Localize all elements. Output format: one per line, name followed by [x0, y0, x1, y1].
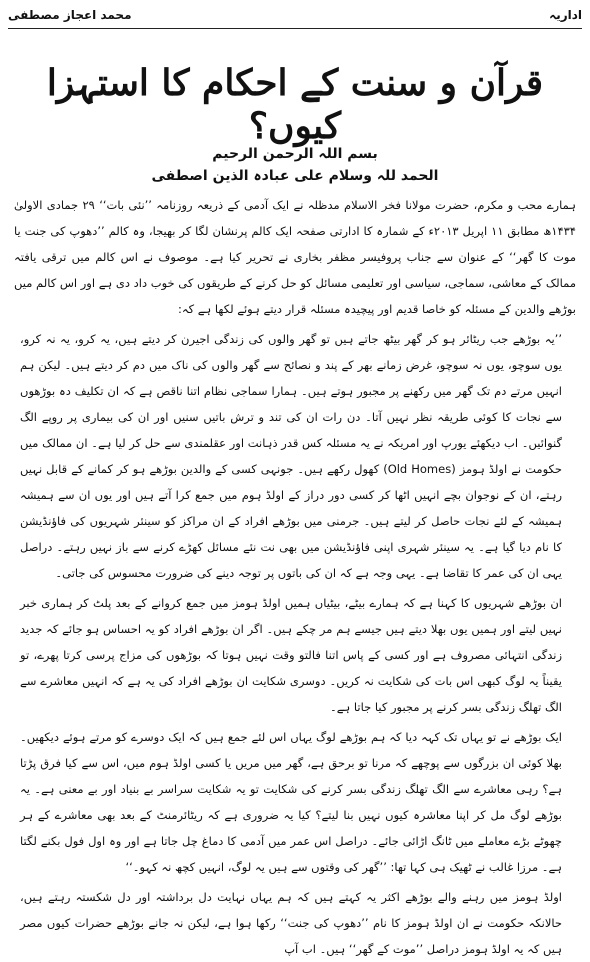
quoted-paragraph: ان بوڑھے شہریوں کا کہنا ہے کہ ہمارے بیٹے، بیٹیاں ہمیں اولڈ ہومز میں جمع کروانے کے بعد پلٹ کر ہماری خبر نہیں لیتے اور ہمیں یوں بھلا دیتے ہیں جیسے ہم مر چکے ہیں۔ اگر ان بوڑھے افراد کو یہ احساس ہو جائے کہ جدید زندگی انتہائی مصروف ہے اور کسی کے پاس اتنا فالتو وقت نہیں ہوتا کہ بوڑھوں کی مزاج پرسی کرتا پھرے، تو یقیناً یہ لوگ کبھی اس بات کی شکایت نہ کریں۔ دوسری شکایت ان بوڑھے افراد کی یہ ہے کہ انہیں معاشرے سے الگ تھلگ زندگی بسر کرنے پر مجبور کیا جاتا ہے۔: [20, 596, 562, 714]
article-body: [14, 192, 576, 956]
header-rule: [8, 28, 582, 29]
invocation: الحمد للہ وسلام علی عبادہ الذین اصطفی: [151, 168, 439, 184]
section-label: اداریہ: [549, 8, 582, 22]
author-name: محمد اعجاز مصطفی: [8, 8, 132, 22]
quoted-paragraph: ’’یہ بوڑھے جب ریٹائر ہو کر گھر بیٹھ جاتے ہیں تو گھر والوں کی زندگی اجیرن کر دیتے ہیں، یہ کرو، یہ نہ کرو، یوں سوچو، یوں نہ سوچو، غرض زمانے بھر کے پند و نصائح سے گھر والوں کی ناک میں دم کر دیتے ہیں۔ لیکن ہم انہیں مرتے دم تک گھر میں رکھنے پر مجبور ہوتے ہیں۔ ہمارا سماجی نظام اتنا ناقص ہے کہ ان تکلیف دہ بوڑھوں سے نجات کا کوئی طریقہ نظر نہیں آتا۔ دن رات ان کی تند و ترش باتیں سنیں اور ان کی بیماری پر روپے الگ گنوائیں۔ اب دیکھئے یورپ اور امریکہ نے یہ مسئلہ کس قدر ذہانت اور عقلمندی سے حل کر لیا ہے۔ ان ممالک میں حکومت نے اولڈ ہومز (Old Homes) کھول رکھے ہیں۔ جونہی کسی کے والدین بوڑھے ہو کر کمانے کے قابل نہیں رہتے، ان کے نوجوان بچے انہیں اٹھا کر کسی دور دراز کے اولڈ ہوم میں جمع کرا آتے ہیں اور یوں ان سے ہمیشہ ہمیشہ کے لئے نجات حاصل کر لیتے ہیں۔ جرمنی میں بوڑھے افراد کے ان مراکز کو سینئر شہریوں کی فاؤنڈیشن کا نام دیا گیا ہے۔ یہ سینئر شہری اپنی فاؤنڈیشن میں بھی نت نئے مسائل کھڑے کرنے سے باز نہیں رہتے۔ دراصل یہی ان کی عمر کا تقاضا ہے۔ یہی وجہ ہے کہ ان کی باتوں پر توجہ دینے کی ضرورت محسوس کی جاتی۔: [20, 332, 562, 580]
running-header: [8, 4, 582, 26]
quoted-paragraph: اولڈ ہومز میں رہنے والے بوڑھے اکثر یہ کہتے ہیں کہ ہم یہاں نہایت دل برداشتہ اور دل شکستہ رہتے ہیں، حالانکہ حکومت نے ان اولڈ ہومز کا نام ’’دھوپ کی جنت‘‘ رکھا ہوا ہے، لیکن نہ جانے بوڑھے حضرات کیوں مصر ہیں کہ یہ اولڈ ہومز دراصل ’’موت کے گھر‘‘ ہیں۔ اب آپ: [20, 890, 562, 956]
intro-paragraph: ہمارے محب و مکرم، حضرت مولانا فخر الاسلام مدظلہ نے ایک آدمی کے ذریعہ روزنامہ ’’نئی بات‘‘ ۲۹ جمادی الاولیٰ ۱۴۳۴ھ مطابق ۱۱ اپریل ۲۰۱۳ء کے شمارہ کا ادارتی صفحہ ایک کالم پرنشان لگا کر بھیجا، وہ کالم ’’دھوپ کی جنت یا موت کا گھر‘‘ کے عنوان سے جناب پروفیسر مظفر بخاری نے تحریر کیا ہے۔ موصوف نے اس کالم میں ترقی یافتہ ممالک کے معاشی، سماجی، سیاسی اور تعلیمی مسائل کو حل کرنے کے طریقوں کی خوب داد دی ہے اور اس کالم میں بوڑھے والدین کے مسئلہ کو خاصا قدیم اور پیچیدہ مسئلہ قرار دیتے ہوئے لکھا ہے کہ:: [14, 198, 576, 316]
article-title: قرآن و سنت کے احکام کا استہزا کیوں؟: [46, 62, 544, 148]
quoted-paragraph: ایک بوڑھے نے تو یہاں تک کہہ دیا کہ ہم بوڑھے لوگ یہاں اس لئے جمع ہیں کہ ایک دوسرے کو مرتے ہوئے دیکھیں۔ بھلا کوئی ان بزرگوں سے پوچھے کہ مرنا تو برحق ہے، گھر میں مریں یا کسی اولڈ ہوم میں، اس سے کیا فرق پڑتا ہے؟ رہی معاشرے سے الگ تھلگ زندگی بسر کرنے کی شکایت تو یہ شکایت سراسر بے بنیاد اور بے معنی ہے۔ یہ بوڑھے لوگ مل کر اپنا معاشرہ کیوں نہیں بنا لیتے؟ کیا یہ ضروری ہے کہ ریٹائرمنٹ کے بعد بھی معاشرے کے ہر چھوٹے بڑے معاملے میں ٹانگ اڑائی جائے۔ دراصل اس عمر میں آدمی کا دماغ چل جاتا ہے اور وہ اول فول بکنے لگتا ہے۔ مرزا غالب نے ٹھیک ہی کہا تھا: ’’گھر کی وقتوں سے ہیں یہ لوگ، انہیں کچھ نہ کہو۔‘‘: [20, 730, 562, 874]
basmala: بسم اللہ الرحمن الرحیم: [212, 146, 378, 162]
